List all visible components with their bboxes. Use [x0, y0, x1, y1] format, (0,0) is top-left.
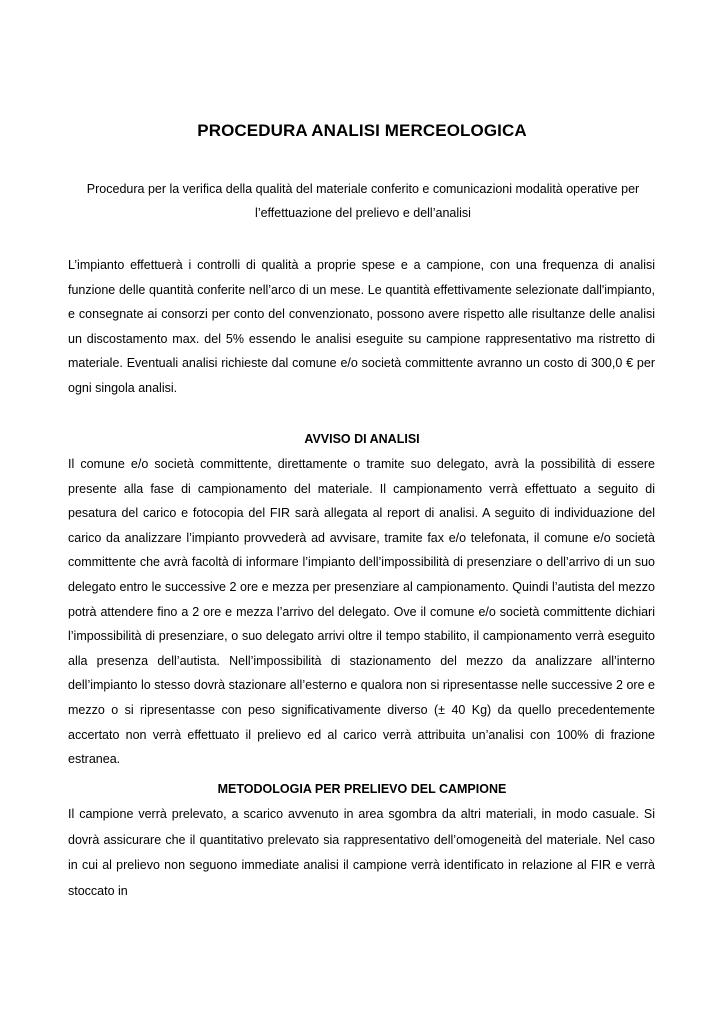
- document-title: PROCEDURA ANALISI MERCEOLOGICA: [197, 121, 527, 140]
- section-body-metodologia: Il campione verrà prelevato, a scarico avvenuto in area sgombra da altri materiali, in modo casuale. Si dovrà assicurare che il quantitativo prelevato sia rappresentativo dell’omogeneità del materiale. Nel caso in cui al prelievo non seguono immediate analisi il campione verrà identificato in relazione al FIR e verrà stoccato in: [68, 807, 655, 898]
- intro-paragraph: L’impianto effettuerà i controlli di qualità a proprie spese e a campione, con una frequenza di analisi funzione delle quantità conferite nell’arco di un mese. Le quantità effettivamente selezionate dall'impianto, e consegnate ai consorzi per conto del convenzionato, possono avere rispetto alle risultanze delle analisi un discostamento max. del 5% essendo le analisi eseguite su campione rappresentativo ma ristretto di materiale. Eventuali analisi richieste dal comune e/o società committente avranno un costo di 300,0 € per ogni singola analisi.: [68, 258, 655, 395]
- section-body-avviso: Il comune e/o società committente, direttamente o tramite suo delegato, avrà la possibilità di essere presente alla fase di campionamento del materiale. Il campionamento verrà effettuato a seguito di pesatura del carico e fotocopia del FIR sarà allegata al report di analisi. A seguito di individuazione del carico da analizzare l’impianto provvederà ad avvisare, tramite fax e/o telefonata, il comune e/o società committente che avrà facoltà di informare l’impianto dell’impossibilità di presenziare o dell’arrivo di un suo delegato entro le successive 2 ore e mezza per presenziare al campionamento. Quindi l’autista del mezzo potrà attendere fino a 2 ore e mezza l’arrivo del delegato. Ove il comune e/o società committente dichiari l’impossibilità di presenziare, o suo delegato arrivi oltre il tempo stabilito, il campionamento verrà eseguito alla presenza dell’autista. Nell’impossibilità di stazionamento del mezzo da analizzare all’interno dell’impianto lo stesso dovrà stazionare all’esterno e qualora non si ripresentasse nelle successive 2 ore e mezzo o si ripresentasse con peso significativamente diverso (± 40 Kg) da quello precedentemente accertato non verrà effettuato il prelievo ed al carico verrà attribuita un’analisi con 100% di frazione estranea.: [68, 457, 655, 767]
- document-subtitle: Procedura per la verifica della qualità del materiale conferito e comunicazioni modalità operative per l’effettuazione del prelievo e dell’analisi: [86, 182, 640, 220]
- section-heading-avviso: AVVISO DI ANALISI: [304, 432, 420, 446]
- section-heading-metodologia: METODOLOGIA PER PRELIEVO DEL CAMPIONE: [217, 782, 507, 796]
